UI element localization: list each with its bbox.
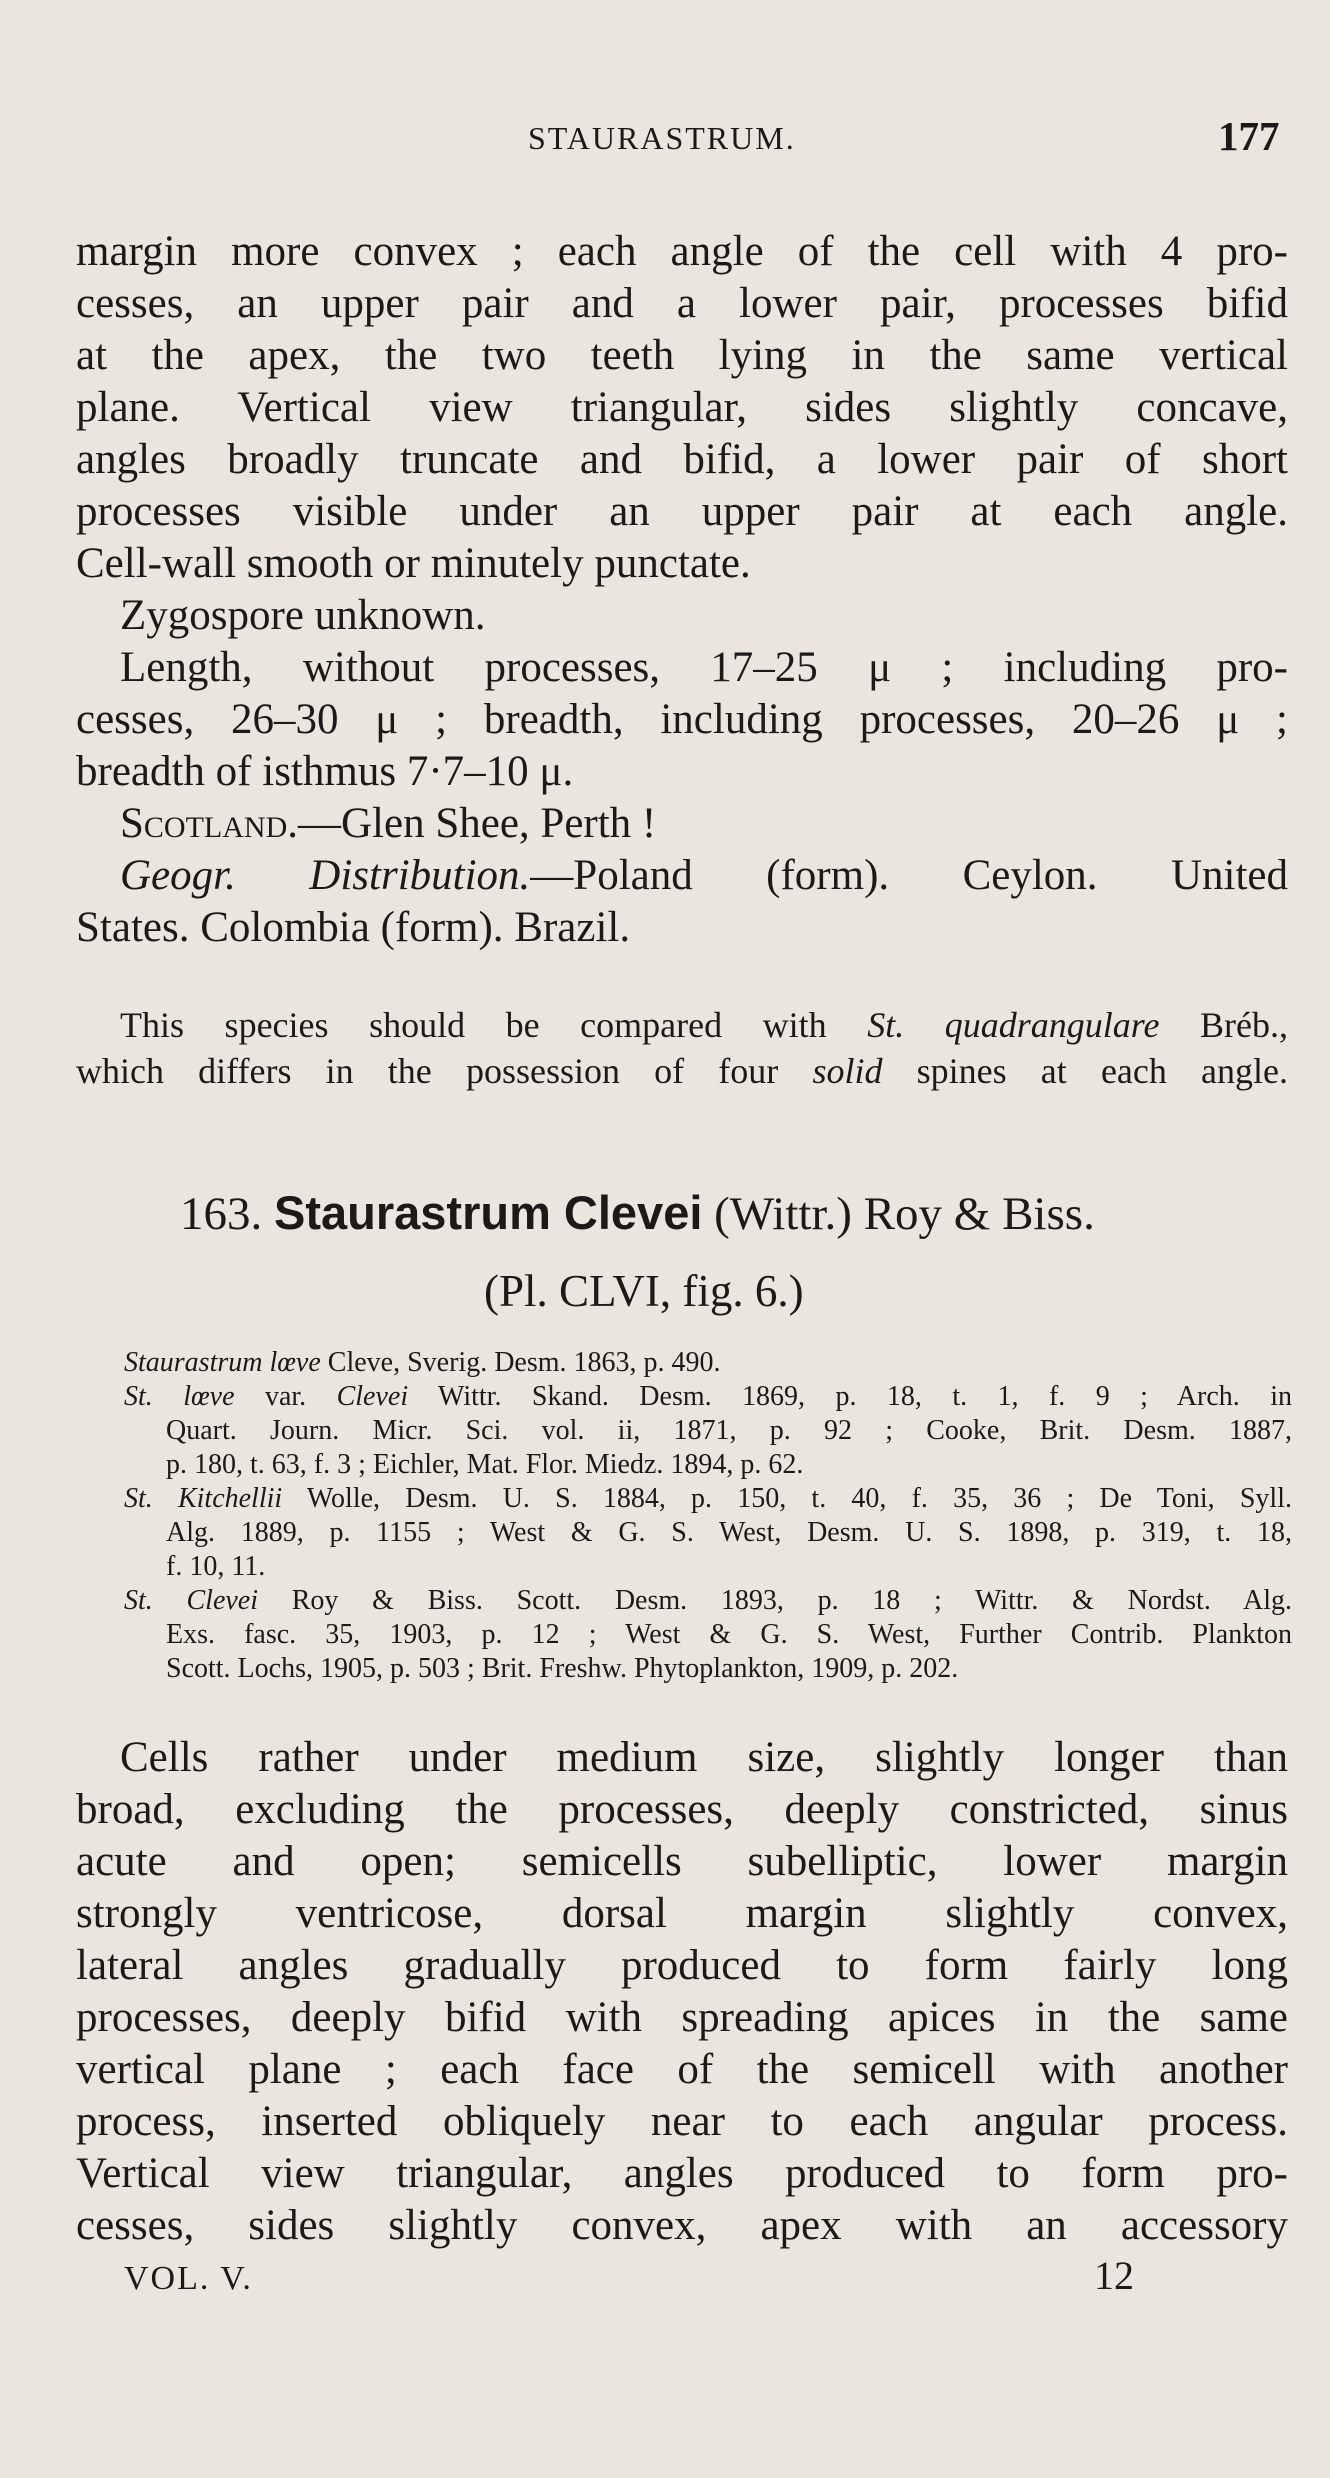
- text-line: processes, deeply bifid with spreading apices in the same: [76, 1994, 1288, 2041]
- signature-mark: 12: [1094, 2253, 1134, 2298]
- text-line: Vertical view triangular, angles produced to form pro-: [76, 2150, 1288, 2197]
- text-line: strongly ventricose, dorsal margin slightly convex,: [76, 1890, 1288, 1937]
- zygospore-line: Zygospore unknown.: [120, 592, 486, 639]
- synonym-variety: Clevei: [336, 1381, 409, 1412]
- text-line: Cell-wall smooth or minutely punctate.: [76, 540, 751, 587]
- text-line: broad, excluding the processes, deeply constricted, sinus: [76, 1786, 1288, 1833]
- note-text: This species should be compared with: [120, 1005, 868, 1045]
- text-line: plane. Vertical view triangular, sides slightly concave,: [76, 384, 1288, 431]
- synonymy-list: [124, 1346, 1292, 1686]
- distribution-line: [76, 850, 1288, 902]
- synonym-line: [124, 1584, 1292, 1618]
- page-number: 177: [1218, 113, 1280, 159]
- synonym-line: [124, 1482, 1292, 1516]
- scotland-text: —Glen Shee, Perth !: [298, 800, 657, 847]
- note-text: spines at each angle.: [882, 1051, 1289, 1091]
- text-line: process, inserted obliquely near to each angular process.: [76, 2098, 1288, 2145]
- synonym-continuation: Quart. Journ. Micr. Sci. vol. ii, 1871, p. 92 ; Cooke, Brit. Desm. 1887,: [166, 1415, 1292, 1446]
- text-line: angles broadly truncate and bifid, a lower pair of short: [76, 436, 1288, 483]
- note-text: Bréb.,: [1159, 1005, 1288, 1045]
- scotland-locality: [76, 798, 1288, 850]
- note-line: [76, 1002, 1288, 1048]
- synonym-text: var.: [234, 1381, 337, 1412]
- synonym-line: [124, 1380, 1292, 1414]
- distribution-text: —Poland (form). Ceylon. United: [530, 852, 1288, 899]
- species-heading: [180, 1185, 1095, 1241]
- synonym-continuation: Exs. fasc. 35, 1903, p. 12 ; West & G. S. West, Further Contrib. Plankton: [166, 1619, 1292, 1650]
- synonym-name: St. Clevei: [124, 1585, 259, 1616]
- note-text: which differs in the possession of four: [76, 1051, 813, 1091]
- text-line: Cells rather under medium size, slightly longer than: [120, 1734, 1288, 1781]
- synonym-citation: Wolle, Desm. U. S. 1884, p. 150, t. 40, f. 35, 36 ; De Toni, Syll.: [282, 1483, 1292, 1514]
- synonym-line: [124, 1346, 1292, 1380]
- synonym-citation: Roy & Biss. Scott. Desm. 1893, p. 18 ; Wittr. & Nordst. Alg.: [258, 1585, 1292, 1616]
- text-line: processes visible under an upper pair at each angle.: [76, 488, 1288, 535]
- text-line: acute and open; semicells subelliptic, lower margin: [76, 1838, 1288, 1885]
- note-line: [76, 1048, 1288, 1094]
- scotland-label: Scotland.: [120, 800, 298, 847]
- plate-reference: (Pl. CLVI, fig. 6.): [484, 1266, 804, 1316]
- synonym-name: Staurastrum lœve: [124, 1347, 321, 1378]
- species-description: [76, 1732, 1288, 2252]
- species-number: 163.: [180, 1188, 263, 1240]
- note-emphasis: solid: [812, 1051, 883, 1091]
- synonym-name: St. Kitchellii: [124, 1483, 283, 1514]
- dimensions-line: breadth of isthmus 7·7–10 μ.: [76, 748, 574, 795]
- description-continued: [76, 226, 1288, 954]
- synonym-citation: Wittr. Skand. Desm. 1869, p. 18, t. 1, f. 9 ; Arch. in: [408, 1381, 1292, 1412]
- note-species-name: St. quadrangulare: [867, 1005, 1160, 1045]
- text-line: vertical plane ; each face of the semicell with another: [76, 2046, 1288, 2093]
- synonym-citation: Cleve, Sverig. Desm. 1863, p. 490.: [320, 1347, 721, 1378]
- synonym-continuation: Scott. Lochs, 1905, p. 503 ; Brit. Freshw. Phytoplankton, 1909, p. 202.: [166, 1653, 959, 1684]
- synonym-name: St. lœve: [124, 1381, 235, 1412]
- synonym-continuation: p. 180, t. 63, f. 3 ; Eichler, Mat. Flor. Miedz. 1894, p. 62.: [166, 1449, 804, 1480]
- synonym-continuation: Alg. 1889, p. 1155 ; West & G. S. West, Desm. U. S. 1898, p. 319, t. 18,: [166, 1517, 1292, 1548]
- text-line: at the apex, the two teeth lying in the same vertical: [76, 332, 1288, 379]
- text-line: cesses, sides slightly convex, apex with an accessory: [76, 2202, 1288, 2249]
- text-line: lateral angles gradually produced to form fairly long: [76, 1942, 1288, 1989]
- text-line: margin more convex ; each angle of the cell with 4 pro-: [76, 228, 1288, 275]
- distribution-label: Geogr. Distribution.: [120, 852, 531, 899]
- dimensions-line: Length, without processes, 17–25 μ ; including pro-: [120, 644, 1288, 691]
- distribution-line-2: States. Colombia (form). Brazil.: [76, 904, 631, 951]
- comparison-note: [76, 1002, 1288, 1094]
- dimensions-line: cesses, 26–30 μ ; breadth, including processes, 20–26 μ ;: [76, 696, 1288, 743]
- species-name: Staurastrum Clevei: [274, 1186, 703, 1239]
- synonym-continuation: f. 10, 11.: [166, 1551, 266, 1582]
- text-line: cesses, an upper pair and a lower pair, processes bifid: [76, 280, 1288, 327]
- species-authority: (Wittr.) Roy & Biss.: [714, 1188, 1095, 1240]
- running-title: STAURASTRUM.: [528, 120, 796, 156]
- volume-label: VOL. V.: [124, 2260, 253, 2297]
